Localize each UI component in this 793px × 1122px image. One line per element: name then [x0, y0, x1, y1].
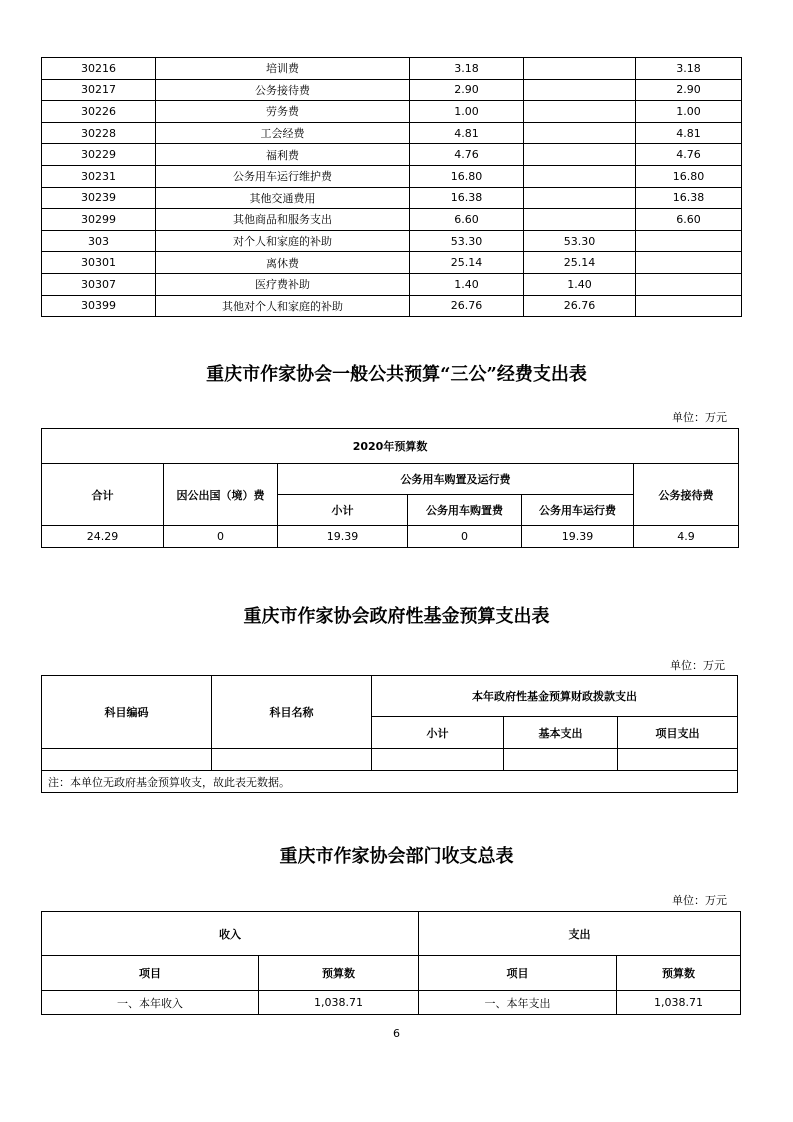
table-cell: 离休费 — [156, 252, 410, 274]
gov-fund-title: 重庆市作家协会政府性基金预算支出表 — [243, 606, 550, 627]
table-cell: 30226 — [42, 101, 156, 123]
table-cell: 16.80 — [410, 165, 524, 187]
income-budget-header: 预算数 — [259, 956, 419, 991]
table-row — [42, 209, 742, 231]
table-cell: 16.38 — [410, 187, 524, 209]
expense-item-header: 项目 — [419, 956, 617, 991]
page-number: 6 — [393, 1027, 400, 1040]
table-cell — [636, 295, 742, 317]
table-cell: 2.90 — [636, 79, 742, 101]
sangong-unit: 单位：万元 — [672, 411, 727, 424]
table-cell: 6.60 — [410, 209, 524, 231]
summary-unit: 单位：万元 — [672, 894, 727, 907]
col-reception-header: 公务接待费 — [634, 464, 739, 526]
col-basic-header: 基本支出 — [504, 717, 618, 749]
table-cell: 1.40 — [410, 273, 524, 295]
table-cell: 53.30 — [524, 230, 636, 252]
table-row — [42, 101, 742, 123]
col-project-header: 项目支出 — [618, 717, 738, 749]
table-cell: 工会经费 — [156, 122, 410, 144]
table-row — [42, 273, 742, 295]
table-cell: 1.00 — [636, 101, 742, 123]
table-cell — [524, 209, 636, 231]
table-row — [42, 122, 742, 144]
reception-value: 4.9 — [634, 526, 739, 548]
table-cell: 1.00 — [410, 101, 524, 123]
table-cell: 公务用车运行维护费 — [156, 165, 410, 187]
table-cell — [524, 165, 636, 187]
table-cell: 26.76 — [524, 295, 636, 317]
expense-header: 支出 — [419, 912, 741, 956]
table-cell: 其他商品和服务支出 — [156, 209, 410, 231]
col-fund-subtotal-header: 小计 — [372, 717, 504, 749]
table-cell: 福利费 — [156, 144, 410, 166]
table-cell: 对个人和家庭的补助 — [156, 230, 410, 252]
table-cell — [636, 273, 742, 295]
empty-cell — [212, 749, 372, 771]
col-car-operation-header: 公务用车运行费 — [522, 495, 634, 526]
income-header: 收入 — [42, 912, 419, 956]
table-cell: 16.38 — [636, 187, 742, 209]
gov-fund-note: 注：本单位无政府基金预算收支，故此表无数据。 — [42, 771, 738, 793]
table-row — [42, 187, 742, 209]
car-operation-value: 19.39 — [522, 526, 634, 548]
empty-cell — [372, 749, 504, 771]
table-cell: 30216 — [42, 58, 156, 80]
table-row — [42, 295, 742, 317]
table-row — [42, 144, 742, 166]
table-cell: 16.80 — [636, 165, 742, 187]
summary-title: 重庆市作家协会部门收支总表 — [279, 846, 514, 867]
expense-item: 一、本年支出 — [419, 991, 617, 1015]
col-car-purchase-header: 公务用车购置费 — [408, 495, 522, 526]
table-cell: 303 — [42, 230, 156, 252]
sangong-table — [41, 428, 739, 548]
income-value: 1,038.71 — [259, 991, 419, 1015]
table-cell: 30229 — [42, 144, 156, 166]
gov-fund-table — [41, 675, 738, 793]
table-cell: 培训费 — [156, 58, 410, 80]
table-cell: 30307 — [42, 273, 156, 295]
table-row — [42, 58, 742, 80]
table-cell: 4.81 — [636, 122, 742, 144]
sangong-title: 重庆市作家协会一般公共预算“三公”经费支出表 — [206, 364, 587, 385]
col-car-group-header: 公务用车购置及运行费 — [278, 464, 634, 495]
table-row — [42, 79, 742, 101]
table-cell: 30228 — [42, 122, 156, 144]
table-cell: 30239 — [42, 187, 156, 209]
total-value: 24.29 — [42, 526, 164, 548]
table-row — [42, 230, 742, 252]
col-code-header: 科目编码 — [42, 676, 212, 749]
table-cell: 3.18 — [410, 58, 524, 80]
table-cell: 1.40 — [524, 273, 636, 295]
table-cell: 30231 — [42, 165, 156, 187]
empty-cell — [618, 749, 738, 771]
table-cell — [524, 58, 636, 80]
table-cell: 公务接待费 — [156, 79, 410, 101]
table-cell — [524, 187, 636, 209]
car-purchase-value: 0 — [408, 526, 522, 548]
table-cell: 4.76 — [636, 144, 742, 166]
table-cell: 25.14 — [410, 252, 524, 274]
col-fund-group-header: 本年政府性基金预算财政拨款支出 — [372, 676, 738, 717]
table-cell: 医疗费补助 — [156, 273, 410, 295]
table-cell: 30217 — [42, 79, 156, 101]
expenditure-detail-table — [41, 57, 742, 317]
table-cell: 30299 — [42, 209, 156, 231]
col-name-header: 科目名称 — [212, 676, 372, 749]
empty-cell — [42, 749, 212, 771]
col-abroad-header: 因公出国（境）费 — [164, 464, 278, 526]
table-cell — [524, 122, 636, 144]
table-cell: 53.30 — [410, 230, 524, 252]
table-cell: 其他对个人和家庭的补助 — [156, 295, 410, 317]
table-cell: 4.76 — [410, 144, 524, 166]
expense-value: 1,038.71 — [617, 991, 741, 1015]
gov-fund-unit: 单位：万元 — [670, 659, 725, 672]
table-cell — [524, 79, 636, 101]
table-cell: 2.90 — [410, 79, 524, 101]
col-subtotal-header: 小计 — [278, 495, 408, 526]
table-cell: 30399 — [42, 295, 156, 317]
budget-year-header: 2020年预算数 — [42, 429, 739, 464]
table-cell: 30301 — [42, 252, 156, 274]
income-item-header: 项目 — [42, 956, 259, 991]
table-cell — [524, 144, 636, 166]
abroad-value: 0 — [164, 526, 278, 548]
table-cell: 4.81 — [410, 122, 524, 144]
summary-table — [41, 911, 741, 1015]
col-total-header: 合计 — [42, 464, 164, 526]
table-cell: 劳务费 — [156, 101, 410, 123]
table-cell: 25.14 — [524, 252, 636, 274]
table-cell — [636, 230, 742, 252]
empty-cell — [504, 749, 618, 771]
table-cell: 6.60 — [636, 209, 742, 231]
table-cell — [636, 252, 742, 274]
table-cell: 26.76 — [410, 295, 524, 317]
subtotal-value: 19.39 — [278, 526, 408, 548]
table-cell: 3.18 — [636, 58, 742, 80]
table-cell: 其他交通费用 — [156, 187, 410, 209]
table-row — [42, 165, 742, 187]
table-cell — [524, 101, 636, 123]
expense-budget-header: 预算数 — [617, 956, 741, 991]
income-item: 一、本年收入 — [42, 991, 259, 1015]
table-row — [42, 252, 742, 274]
